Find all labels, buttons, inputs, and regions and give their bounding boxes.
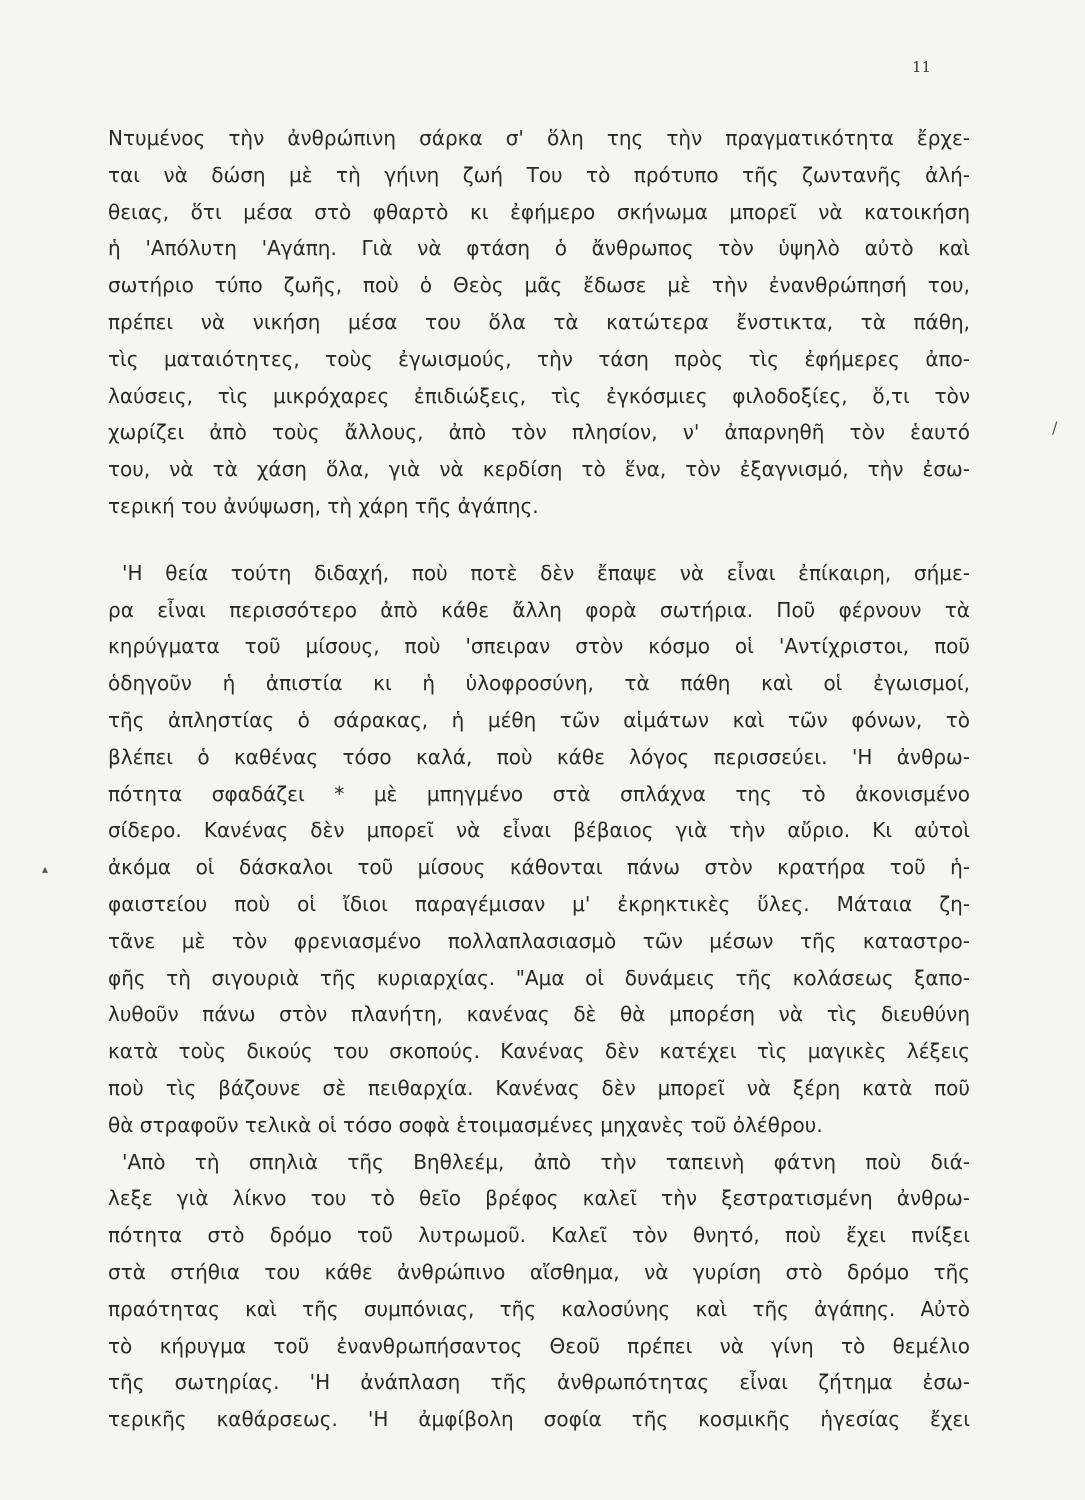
- text-line: σίδερο. Κανένας δὲν μπορεῖ νὰ εἶναι βέβαιος γιὰ τὴν αὔριο. Κι αὐτοὶ: [108, 818, 970, 843]
- text-line: τᾶνε μὲ τὸν φρενιασμένο πολλαπλασιασμὸ τῶν μέσων τῆς καταστρο-: [108, 928, 970, 953]
- text-line: τὸ κήρυγμα τοῦ ἐνανθρωπήσαντος Θεοῦ πρέπει νὰ γίνη τὸ θεμέλιο: [108, 1333, 970, 1358]
- page-number: 11: [912, 58, 932, 76]
- text-line: ὁδηγοῦν ἡ ἀπιστία κι ἡ ὑλοφροσύνη, τὰ πάθη καὶ οἱ ἐγωισμοί,: [108, 671, 970, 696]
- text-line: στὰ στήθια του κάθε ἀνθρώπινο αἴσθημα, νὰ γυρίση στὸ δρόμο τῆς: [108, 1259, 970, 1284]
- paragraph-2: [108, 555, 970, 1144]
- paragraph-3: [108, 1144, 970, 1438]
- text-line: του, νὰ τὰ χάση ὅλα, γιὰ νὰ κερδίση τὸ ἕνα, τὸν ἐξαγνισμό, τὴν ἐσω-: [108, 457, 970, 482]
- text-line: θὰ στραφοῦν τελικὰ οἱ τόσο σοφὰ ἑτοιμασμένες μηχανὲς τοῦ ὀλέθρου.: [108, 1112, 823, 1137]
- text-line: τὶς ματαιότητες, τοὺς ἐγωισμούς, τὴν τάση πρὸς τὶς ἐφήμερες ἀπο-: [108, 346, 970, 371]
- paragraph-1: [108, 120, 970, 525]
- text-line: ρα εἶναι περισσότερο ἀπὸ κάθε ἄλλη φορὰ σωτήρια. Ποῦ φέρνουν τὰ: [108, 597, 970, 622]
- margin-pen-mark: /: [1052, 418, 1058, 437]
- margin-dot-mark: ▴: [42, 862, 49, 876]
- text-line: λυθοῦν πάνω στὸν πλανήτη, κανένας δὲ θὰ μπορέση νὰ τὶς διευθύνη: [108, 1002, 970, 1027]
- text-line: 'Η θεία τούτη διδαχή, ποὺ ποτὲ δὲν ἔπαψε νὰ εἶναι ἐπίκαιρη, σήμε-: [122, 560, 970, 585]
- text-line: πραότητας καὶ τῆς συμπόνιας, τῆς καλοσύνης καὶ τῆς ἀγάπης. Αὐτὸ: [108, 1296, 970, 1321]
- paragraph-gap: [108, 525, 970, 555]
- text-line: φαιστείου ποὺ οἱ ἴδιοι παραγέμισαν μ' ἐκρηκτικὲς ὕλες. Μάταια ζη-: [108, 891, 970, 916]
- text-line: κατὰ τοὺς δικούς του σκοπούς. Κανένας δὲν κατέχει τὶς μαγικὲς λέξεις: [108, 1039, 970, 1064]
- text-line: σωτήριο τύπο ζωῆς, ποὺ ὁ Θεὸς μᾶς ἔδωσε μὲ τὴν ἐνανθρώπησή του,: [108, 273, 970, 298]
- text-line: κηρύγματα τοῦ μίσους, ποὺ 'σπειραν στὸν κόσμο οἱ 'Αντίχριστοι, ποῦ: [108, 634, 970, 659]
- text-line: τερική του ἀνύψωση, τὴ χάρη τῆς ἀγάπης.: [108, 493, 539, 518]
- text-line: φῆς τὴ σιγουριὰ τῆς κυριαρχίας. "Αμα οἱ δυνάμεις τῆς κολάσεως ξαπο-: [108, 965, 970, 990]
- text-line: ἀκόμα οἱ δάσκαλοι τοῦ μίσους κάθονται πάνω στὸν κρατήρα τοῦ ἡ-: [108, 855, 970, 880]
- text-line: ἡ 'Απόλυτη 'Αγάπη. Γιὰ νὰ φτάση ὁ ἄνθρωπος τὸν ὑψηλὸ αὐτὸ καὶ: [108, 236, 970, 261]
- text-line: Ντυμένος τὴν ἀνθρώπινη σάρκα σ' ὅλη της τὴν πραγματικότητα ἔρχε-: [108, 126, 970, 150]
- text-line: λεξε γιὰ λίκνο του τὸ θεῖο βρέφος καλεῖ τὴν ξεστρατισμένη ἀνθρω-: [108, 1186, 970, 1211]
- text-line: πρέπει νὰ νικήση μέσα του ὅλα τὰ κατώτερα ἔνστικτα, τὰ πάθη,: [108, 309, 970, 334]
- text-line: χωρίζει ἀπὸ τοὺς ἄλλους, ἀπὸ τὸν πλησίον, ν' ἀπαρνηθῆ τὸν ἑαυτό: [108, 420, 970, 445]
- text-line: πότητα σφαδάζει * μὲ μπηγμένο στὰ σπλάχνα της τὸ ἀκονισμένο: [108, 781, 970, 806]
- text-line: βλέπει ὁ καθένας τόσο καλά, ποὺ κάθε λόγος περισσεύει. 'Η ἀνθρω-: [108, 744, 970, 769]
- text-line: 'Απὸ τὴ σπηλιὰ τῆς Βηθλεέμ, ἀπὸ τὴν ταπεινὴ φάτνη ποὺ διά-: [122, 1149, 970, 1174]
- text-line: ται νὰ δώση μὲ τὴ γήινη ζωή Του τὸ πρότυπο τῆς ζωντανῆς ἀλή-: [108, 162, 970, 187]
- text-line: ποὺ τὶς βάζουνε σὲ πειθαρχία. Κανένας δὲν μπορεῖ νὰ ξέρη κατὰ ποῦ: [108, 1075, 970, 1100]
- text-line: τῆς σωτηρίας. 'Η ἀνάπλαση τῆς ἀνθρωπότητας εἶναι ζήτημα ἐσω-: [108, 1370, 970, 1395]
- text-line: θειας, ὅτι μέσα στὸ φθαρτὸ κι ἐφήμερο σκήνωμα μπορεῖ νὰ κατοικήση: [108, 199, 970, 224]
- body-text: [108, 120, 970, 1438]
- text-line: τῆς ἀπληστίας ὁ σάρακας, ἡ μέθη τῶν αἱμάτων καὶ τῶν φόνων, τὸ: [108, 707, 970, 732]
- text-line: τερικῆς καθάρσεως. 'Η ἀμφίβολη σοφία τῆς κοσμικῆς ἡγεσίας ἔχει: [108, 1407, 970, 1432]
- text-line: λαύσεις, τὶς μικρόχαρες ἐπιδιώξεις, τὶς ἐγκόσμιες φιλοδοξίες, ὅ,τι τὸν: [108, 383, 970, 408]
- text-line: πότητα στὸ δρόμο τοῦ λυτρωμοῦ. Καλεῖ τὸν θνητό, ποὺ ἔχει πνίξει: [108, 1223, 970, 1248]
